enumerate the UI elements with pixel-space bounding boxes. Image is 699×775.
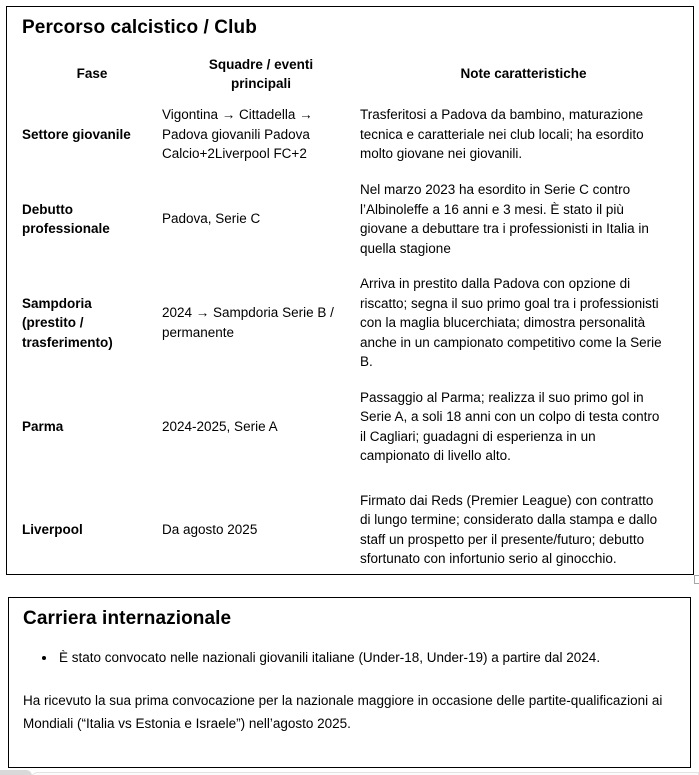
- cell-squadre: Padova, Serie C: [162, 211, 261, 227]
- club-section-title: Percorso calcistico / Club: [22, 17, 257, 38]
- bottom-cutoff-tab: [0, 770, 32, 775]
- cell-note: Passaggio al Parma; realizza il suo primo gol in Serie A, a soli 18 anni con un colpo di testa contro il Cagliari; guadagni di esperienza in un campionato di livello alto.: [360, 389, 660, 463]
- cell-squadre: 2024 → Sampdoria Serie B / permanente: [162, 305, 334, 340]
- table-row-liverpool: [22, 474, 687, 586]
- cell-squadre: Da agosto 2025: [162, 521, 258, 537]
- table-row-settore-giovanile: [22, 97, 687, 172]
- table-resize-handle[interactable]: [694, 575, 699, 584]
- bullet-item: • È stato convocato nelle nazionali giovanili italiane (Under-18, Under-19) a partire dal 2024.: [57, 646, 645, 669]
- international-section-title: Carriera internazionale: [23, 608, 232, 629]
- cell-fase: Parma: [22, 418, 64, 434]
- cell-squadre: Vigontina → Cittadella → Padova giovanili Padova Calcio+2Liverpool FC+2: [162, 107, 313, 162]
- column-header-squadre: Squadre / eventi principali: [208, 56, 314, 91]
- cell-note: Firmato dai Reds (Premier League) con contratto di lungo termine; considerato dalla stampa e dallo staff un prospetto per il presente/futuro; debutto sfortunato con infortunio serio al ginocchio.: [360, 492, 658, 566]
- international-paragraph: Ha ricevuto la sua prima convocazione per la nazionale maggiore in occasione delle partite-qualificazioni ai Mondiali (“Italia vs Estonia e Israele”) nell’agosto 2025.: [23, 693, 663, 731]
- cell-note: Nel marzo 2023 ha esordito in Serie C contro l’Albinoleffe a 16 anni e 3 mesi. È stato il più giovane a debuttare tra i professionisti in Italia in quella stagione: [360, 182, 649, 256]
- column-header-note: Note caratteristiche: [460, 66, 587, 82]
- cell-fase: Sampdoria (prestito / trasferimento): [22, 295, 113, 350]
- column-header-fase: Fase: [76, 66, 108, 82]
- table-row-debutto-professionale: [22, 172, 687, 266]
- international-bullet-list: [39, 646, 645, 669]
- international-career-section: [8, 597, 691, 768]
- cell-fase: Debutto professionale: [22, 201, 110, 236]
- cell-note: Arriva in prestito dalla Padova con opzione di riscatto; segna il suo primo goal tra i professionisti con la maglia blucerchiata; dimostra personalità anche in un campionato competitivo come la Serie B.: [360, 276, 662, 369]
- table-header-row: [22, 51, 687, 97]
- table-row-sampdoria: [22, 266, 687, 380]
- cell-note: Trasferitosi a Padova da bambino, maturazione tecnica e caratteriale nei club locali; ha esordito molto giovane nei giovanili.: [360, 107, 644, 162]
- table-row-parma: [22, 380, 687, 474]
- club-career-section: [6, 6, 694, 575]
- cell-fase: Liverpool: [22, 521, 83, 537]
- career-table: [22, 51, 687, 586]
- cell-squadre: 2024-2025, Serie A: [162, 418, 278, 434]
- cell-fase: Settore giovanile: [22, 126, 131, 142]
